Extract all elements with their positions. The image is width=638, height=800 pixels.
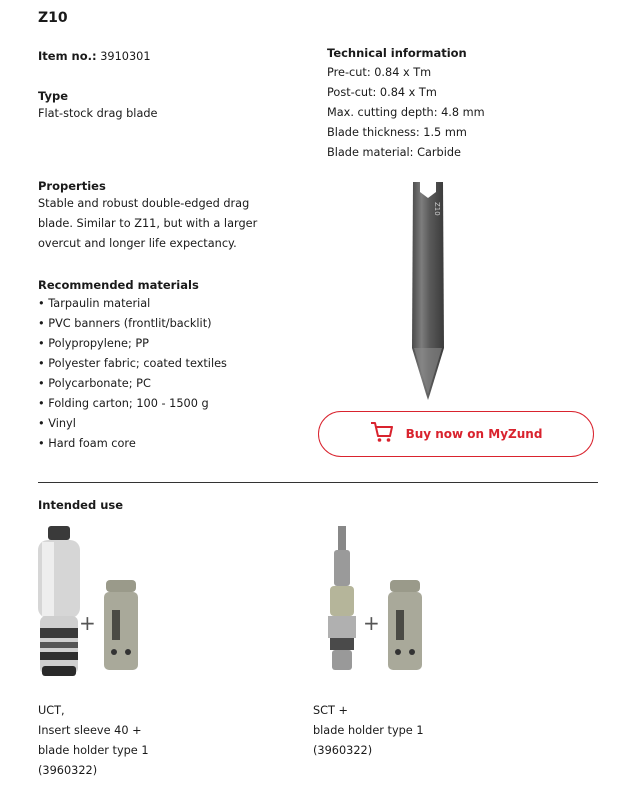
properties-text: [38, 194, 257, 254]
uct-caption: [38, 701, 149, 781]
properties-line: Stable and robust double-edged drag: [38, 197, 250, 210]
item-number: [38, 46, 151, 67]
technical-line: Pre-cut: 0.84 x Tm: [327, 66, 432, 79]
item-number-value: 3910301: [100, 50, 151, 63]
list-item: • Polyester fabric; coated textiles: [38, 354, 227, 374]
technical-line: Blade thickness: 1.5 mm: [327, 126, 467, 139]
plus-sign: +: [363, 611, 380, 635]
caption-line: (3960322): [38, 764, 98, 777]
technical-line: Post-cut: 0.84 x Tm: [327, 86, 437, 99]
sct-caption: [313, 701, 424, 761]
list-item: • Tarpaulin material: [38, 294, 227, 314]
properties-label: Properties: [38, 179, 106, 193]
blade-engraving: Z10: [433, 202, 441, 216]
sct-tool-image: [320, 524, 430, 686]
intended-use-label: Intended use: [38, 498, 124, 512]
technical-list: [327, 63, 485, 163]
caption-line: (3960322): [313, 744, 373, 757]
type-value: Flat-stock drag blade: [38, 107, 158, 120]
technical-line: Blade material: Carbide: [327, 146, 461, 159]
uct-tool-image: [36, 524, 146, 686]
type-label: Type: [38, 89, 69, 103]
caption-line: UCT,: [38, 704, 65, 717]
materials-label: Recommended materials: [38, 278, 199, 292]
list-item: • PVC banners (frontlit/backlit): [38, 314, 227, 334]
list-item: • Polycarbonate; PC: [38, 374, 227, 394]
buy-now-label: Buy now on MyZund: [405, 427, 543, 441]
list-item: • Folding carton; 100 - 1500 g: [38, 394, 227, 414]
cart-icon: [370, 421, 394, 447]
caption-line: blade holder type 1: [38, 744, 149, 757]
technical-label: Technical information: [327, 46, 467, 60]
technical-line: Max. cutting depth: 4.8 mm: [327, 106, 485, 119]
properties-line: blade. Similar to Z11, but with a larger: [38, 217, 258, 230]
materials-list: [38, 294, 227, 454]
item-number-label: Item no.:: [38, 49, 97, 63]
list-item: • Hard foam core: [38, 434, 227, 454]
caption-line: blade holder type 1: [313, 724, 424, 737]
list-item: • Polypropylene; PP: [38, 334, 227, 354]
product-title: Z10: [38, 10, 68, 26]
properties-line: overcut and longer life expectancy.: [38, 237, 237, 250]
buy-now-button[interactable]: [318, 411, 594, 457]
plus-sign: +: [79, 611, 96, 635]
blade-image: [408, 180, 448, 402]
section-divider: [38, 482, 598, 483]
caption-line: SCT +: [313, 704, 349, 717]
list-item: • Vinyl: [38, 414, 227, 434]
caption-line: Insert sleeve 40 +: [38, 724, 142, 737]
